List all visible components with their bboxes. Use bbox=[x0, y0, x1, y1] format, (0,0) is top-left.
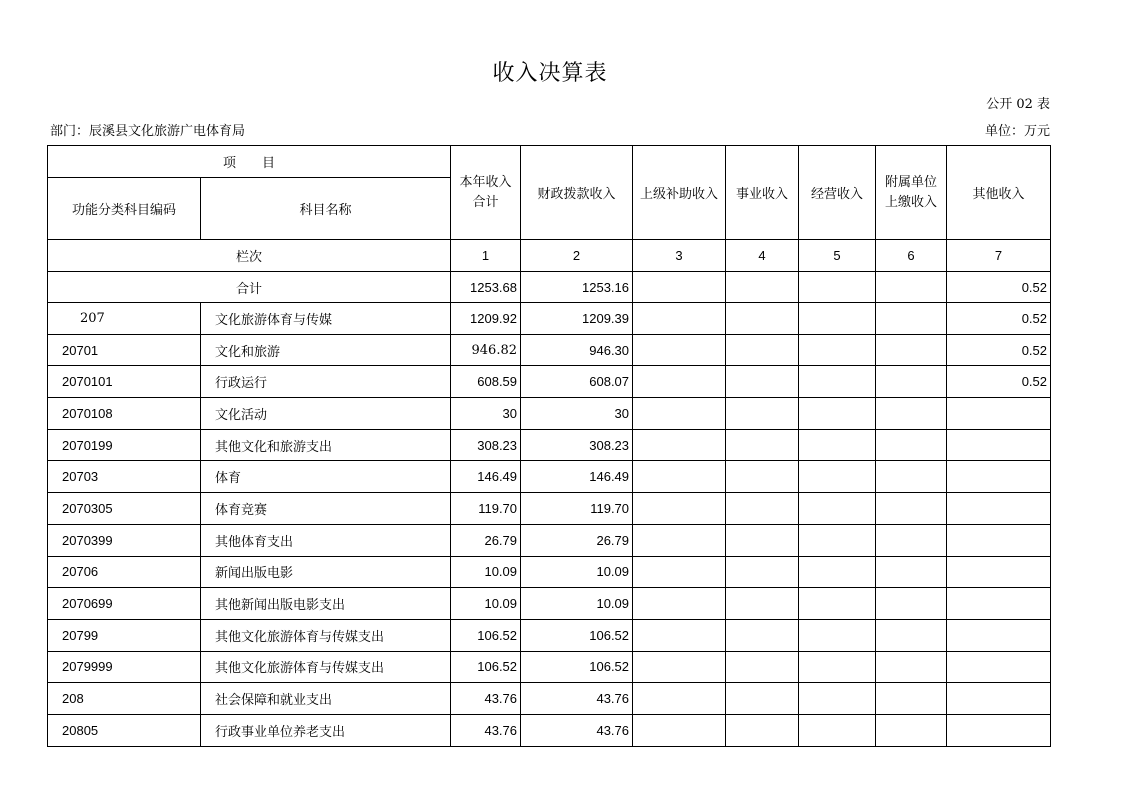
table-row bbox=[48, 588, 1051, 620]
row-value bbox=[947, 429, 1051, 461]
row-value: 106.52 bbox=[451, 651, 521, 683]
row-value bbox=[876, 619, 947, 651]
row-code: 20701 bbox=[48, 334, 201, 366]
column-number-label: 栏次 bbox=[48, 240, 451, 272]
table-row bbox=[48, 619, 1051, 651]
row-name: 体育竞赛 bbox=[201, 493, 451, 525]
row-name: 社会保障和就业支出 bbox=[201, 683, 451, 715]
table-row bbox=[48, 429, 1051, 461]
row-value bbox=[726, 493, 799, 525]
row-value bbox=[799, 429, 876, 461]
row-value bbox=[633, 556, 726, 588]
row-name: 文化活动 bbox=[201, 398, 451, 430]
row-value bbox=[633, 366, 726, 398]
row-code: 20706 bbox=[48, 556, 201, 588]
row-code: 20799 bbox=[48, 619, 201, 651]
row-name: 其他文化旅游体育与传媒支出 bbox=[201, 619, 451, 651]
total-value: 1253.68 bbox=[451, 272, 521, 303]
row-value bbox=[633, 398, 726, 430]
column-number: 2 bbox=[521, 240, 633, 272]
total-value: 1253.16 bbox=[521, 272, 633, 303]
row-value: 0.52 bbox=[947, 334, 1051, 366]
row-name: 行政运行 bbox=[201, 366, 451, 398]
row-name: 其他文化和旅游支出 bbox=[201, 429, 451, 461]
row-value: 0.52 bbox=[947, 303, 1051, 335]
header-name: 科目名称 bbox=[201, 178, 451, 240]
row-value bbox=[876, 334, 947, 366]
total-value bbox=[726, 272, 799, 303]
row-value bbox=[799, 683, 876, 715]
row-value bbox=[947, 588, 1051, 620]
row-value bbox=[799, 398, 876, 430]
row-value bbox=[799, 651, 876, 683]
row-value bbox=[799, 619, 876, 651]
row-name: 文化和旅游 bbox=[201, 334, 451, 366]
total-row bbox=[48, 272, 1051, 303]
row-value: 106.52 bbox=[521, 651, 633, 683]
row-code: 20703 bbox=[48, 461, 201, 493]
row-value: 30 bbox=[451, 398, 521, 430]
column-number: 5 bbox=[799, 240, 876, 272]
row-value bbox=[633, 588, 726, 620]
row-value: 119.70 bbox=[451, 493, 521, 525]
row-value: 308.23 bbox=[521, 429, 633, 461]
header-col-5: 经营收入 bbox=[799, 146, 876, 240]
row-value bbox=[633, 683, 726, 715]
total-value: 0.52 bbox=[947, 272, 1051, 303]
row-value: 146.49 bbox=[451, 461, 521, 493]
header-col-7: 其他收入 bbox=[947, 146, 1051, 240]
row-value: 26.79 bbox=[521, 524, 633, 556]
header-col-4: 事业收入 bbox=[726, 146, 799, 240]
row-value: 43.76 bbox=[451, 683, 521, 715]
table-row bbox=[48, 683, 1051, 715]
row-value: 43.76 bbox=[451, 714, 521, 746]
row-value: 10.09 bbox=[451, 588, 521, 620]
column-number-row bbox=[48, 240, 1051, 272]
row-value bbox=[947, 619, 1051, 651]
row-value: 1209.92 bbox=[451, 303, 521, 335]
row-value bbox=[799, 493, 876, 525]
table-row bbox=[48, 303, 1051, 335]
row-value bbox=[633, 334, 726, 366]
table-row bbox=[48, 524, 1051, 556]
column-number: 1 bbox=[451, 240, 521, 272]
row-value bbox=[876, 429, 947, 461]
row-name: 文化旅游体育与传媒 bbox=[201, 303, 451, 335]
row-code: 2070699 bbox=[48, 588, 201, 620]
row-value bbox=[633, 303, 726, 335]
total-value bbox=[633, 272, 726, 303]
row-value bbox=[726, 683, 799, 715]
total-value bbox=[799, 272, 876, 303]
unit-label: 单位：万元 bbox=[984, 124, 1050, 139]
row-value: 0.52 bbox=[947, 366, 1051, 398]
row-value bbox=[799, 714, 876, 746]
row-value bbox=[633, 429, 726, 461]
row-value: 946.82 bbox=[451, 334, 521, 366]
row-name: 其他体育支出 bbox=[201, 524, 451, 556]
column-number: 4 bbox=[726, 240, 799, 272]
row-value bbox=[947, 461, 1051, 493]
row-value bbox=[947, 556, 1051, 588]
row-value bbox=[726, 334, 799, 366]
total-label: 合计 bbox=[48, 272, 451, 303]
row-name: 体育 bbox=[201, 461, 451, 493]
column-number: 7 bbox=[947, 240, 1051, 272]
row-value bbox=[726, 588, 799, 620]
row-value: 30 bbox=[521, 398, 633, 430]
row-value bbox=[726, 556, 799, 588]
row-value bbox=[876, 303, 947, 335]
row-value bbox=[876, 524, 947, 556]
total-value bbox=[876, 272, 947, 303]
row-value: 10.09 bbox=[521, 588, 633, 620]
row-value bbox=[876, 651, 947, 683]
row-value: 26.79 bbox=[451, 524, 521, 556]
row-code: 2070101 bbox=[48, 366, 201, 398]
row-value bbox=[726, 651, 799, 683]
header-col-2: 财政拨款收入 bbox=[521, 146, 633, 240]
department-label: 部门：辰溪县文化旅游广电体育局 bbox=[50, 124, 246, 139]
row-value bbox=[799, 303, 876, 335]
row-value bbox=[633, 461, 726, 493]
header-col-3: 上级补助收入 bbox=[633, 146, 726, 240]
row-value bbox=[799, 524, 876, 556]
row-value: 946.30 bbox=[521, 334, 633, 366]
table-row bbox=[48, 714, 1051, 746]
table-row bbox=[48, 556, 1051, 588]
row-value bbox=[726, 524, 799, 556]
row-value: 10.09 bbox=[521, 556, 633, 588]
row-value: 1209.39 bbox=[521, 303, 633, 335]
row-value bbox=[799, 588, 876, 620]
header-col-6: 附属单位上缴收入 bbox=[876, 146, 947, 240]
row-value: 608.07 bbox=[521, 366, 633, 398]
column-number: 3 bbox=[633, 240, 726, 272]
row-value: 146.49 bbox=[521, 461, 633, 493]
income-table bbox=[47, 145, 1051, 747]
table-row bbox=[48, 398, 1051, 430]
row-code: 2070199 bbox=[48, 429, 201, 461]
row-value bbox=[947, 651, 1051, 683]
row-value bbox=[947, 398, 1051, 430]
row-value bbox=[947, 524, 1051, 556]
row-value bbox=[726, 714, 799, 746]
table-row bbox=[48, 493, 1051, 525]
header-code: 功能分类科目编码 bbox=[48, 178, 201, 240]
row-value bbox=[876, 493, 947, 525]
row-value bbox=[799, 556, 876, 588]
row-value bbox=[726, 398, 799, 430]
row-code: 20805 bbox=[48, 714, 201, 746]
row-code: 207 bbox=[48, 303, 201, 335]
row-code: 2070305 bbox=[48, 493, 201, 525]
row-value bbox=[799, 461, 876, 493]
row-value bbox=[876, 556, 947, 588]
row-value bbox=[876, 714, 947, 746]
row-value: 43.76 bbox=[521, 714, 633, 746]
row-value bbox=[876, 461, 947, 493]
row-name: 其他文化旅游体育与传媒支出 bbox=[201, 651, 451, 683]
row-value bbox=[726, 461, 799, 493]
row-value bbox=[633, 493, 726, 525]
header-row-1 bbox=[48, 146, 1051, 178]
row-name: 新闻出版电影 bbox=[201, 556, 451, 588]
row-value: 608.59 bbox=[451, 366, 521, 398]
row-value bbox=[799, 334, 876, 366]
table-row bbox=[48, 334, 1051, 366]
row-name: 其他新闻出版电影支出 bbox=[201, 588, 451, 620]
row-value: 308.23 bbox=[451, 429, 521, 461]
column-number: 6 bbox=[876, 240, 947, 272]
row-value bbox=[947, 493, 1051, 525]
row-value bbox=[876, 398, 947, 430]
row-code: 2079999 bbox=[48, 651, 201, 683]
header-item: 项 目 bbox=[48, 146, 451, 178]
row-value bbox=[947, 683, 1051, 715]
row-name: 行政事业单位养老支出 bbox=[201, 714, 451, 746]
table-row bbox=[48, 366, 1051, 398]
table-row bbox=[48, 651, 1051, 683]
row-value bbox=[726, 429, 799, 461]
row-value: 10.09 bbox=[451, 556, 521, 588]
header-col-1: 本年收入合计 bbox=[451, 146, 521, 240]
row-value bbox=[726, 303, 799, 335]
row-value bbox=[726, 619, 799, 651]
row-value: 119.70 bbox=[521, 493, 633, 525]
row-value bbox=[876, 366, 947, 398]
row-value bbox=[799, 366, 876, 398]
row-value bbox=[876, 683, 947, 715]
row-value bbox=[633, 651, 726, 683]
form-number: 公开 02 表 bbox=[986, 97, 1050, 112]
page-title: 收入决算表 bbox=[492, 61, 608, 86]
row-value bbox=[633, 714, 726, 746]
row-value bbox=[876, 588, 947, 620]
row-value bbox=[633, 619, 726, 651]
row-value: 106.52 bbox=[521, 619, 633, 651]
row-value: 106.52 bbox=[451, 619, 521, 651]
row-value bbox=[947, 714, 1051, 746]
table-row bbox=[48, 461, 1051, 493]
row-value bbox=[633, 524, 726, 556]
row-value: 43.76 bbox=[521, 683, 633, 715]
row-code: 2070108 bbox=[48, 398, 201, 430]
row-value bbox=[726, 366, 799, 398]
row-code: 208 bbox=[48, 683, 201, 715]
row-code: 2070399 bbox=[48, 524, 201, 556]
